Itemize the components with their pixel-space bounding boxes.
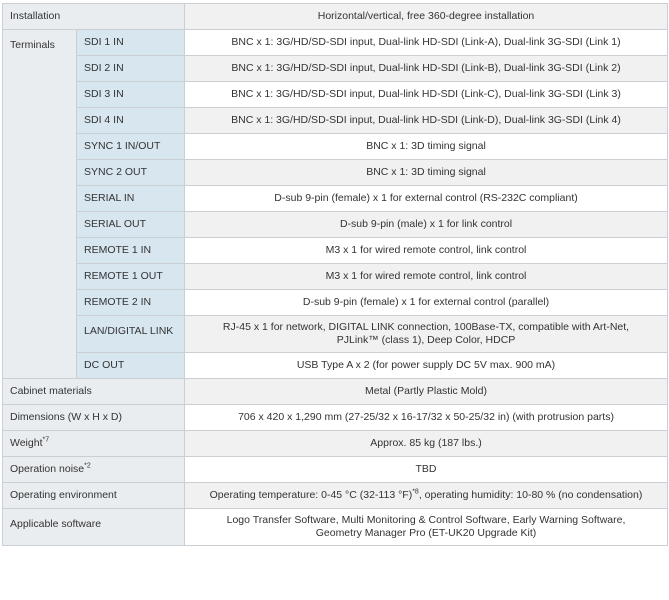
row-terminal-serial-in xyxy=(3,186,668,212)
terminal-value: BNC x 1: 3G/HD/SD-SDI input, Dual-link HD-SDI (Link-A), Dual-link 3G-SDI (Link 1) xyxy=(185,30,668,56)
terminal-value: M3 x 1 for wired remote control, link control xyxy=(185,238,668,264)
lan-value-line2: PJLink™ (class 1), Deep Color, HDCP xyxy=(336,334,516,346)
row-dimensions xyxy=(3,405,668,431)
value-weight: Approx. 85 kg (187 lbs.) xyxy=(185,431,668,457)
row-terminal-remote1-in xyxy=(3,238,668,264)
row-terminal-remote1-out xyxy=(3,264,668,290)
row-terminal-sdi2 xyxy=(3,56,668,82)
environment-temp: Operating temperature: 0-45 °C (32-113 °F) xyxy=(209,489,413,501)
terminal-name: LAN/DIGITAL LINK xyxy=(77,316,185,353)
terminal-name: SERIAL OUT xyxy=(77,212,185,238)
noise-footnote: *2 xyxy=(84,462,91,470)
noise-label-text: Operation noise xyxy=(10,463,85,475)
terminal-value: BNC x 1: 3D timing signal xyxy=(185,134,668,160)
row-terminal-sdi4 xyxy=(3,108,668,134)
label-installation: Installation xyxy=(3,4,185,30)
row-terminal-sync2 xyxy=(3,160,668,186)
terminal-name: SDI 2 IN xyxy=(77,56,185,82)
terminal-value: D-sub 9-pin (female) x 1 for external control (RS-232C compliant) xyxy=(185,186,668,212)
terminal-name: SDI 3 IN xyxy=(77,82,185,108)
row-terminal-sync1 xyxy=(3,134,668,160)
terminal-name: SYNC 2 OUT xyxy=(77,160,185,186)
terminal-value: BNC x 1: 3D timing signal xyxy=(185,160,668,186)
weight-label-text: Weight xyxy=(10,437,43,449)
terminal-value: BNC x 1: 3G/HD/SD-SDI input, Dual-link HD-SDI (Link-B), Dual-link 3G-SDI (Link 2) xyxy=(185,56,668,82)
terminal-name: REMOTE 1 OUT xyxy=(77,264,185,290)
row-installation xyxy=(3,4,668,30)
row-terminal-sdi3 xyxy=(3,82,668,108)
row-terminal-dc-out xyxy=(3,353,668,379)
weight-footnote: *7 xyxy=(42,436,50,444)
label-environment: Operating environment xyxy=(3,483,185,509)
terminal-value: D-sub 9-pin (male) x 1 for link control xyxy=(185,212,668,238)
row-noise xyxy=(3,457,668,483)
value-dimensions: 706 x 420 x 1,290 mm (27-25/32 x 16-17/32 x 50-25/32 in) (with protrusion parts) xyxy=(185,405,668,431)
row-environment xyxy=(3,483,668,509)
lan-value-line1: RJ-45 x 1 for network, DIGITAL LINK connection, 100Base-TX, compatible with Art-Net, xyxy=(222,321,630,333)
label-terminals: Terminals xyxy=(3,30,77,379)
label-dimensions: Dimensions (W x H x D) xyxy=(3,405,185,431)
terminal-value: M3 x 1 for wired remote control, link control xyxy=(185,264,668,290)
terminal-name: SDI 1 IN xyxy=(77,30,185,56)
terminal-value: D-sub 9-pin (female) x 1 for external control (parallel) xyxy=(185,290,668,316)
software-line2: Geometry Manager Pro (ET-UK20 Upgrade Kit) xyxy=(315,527,537,539)
label-software: Applicable software xyxy=(3,509,185,546)
terminal-value: BNC x 1: 3G/HD/SD-SDI input, Dual-link HD-SDI (Link-C), Dual-link 3G-SDI (Link 3) xyxy=(185,82,668,108)
environment-footnote: *8 xyxy=(412,488,419,496)
terminal-value xyxy=(185,316,668,353)
terminal-name: DC OUT xyxy=(77,353,185,379)
label-cabinet: Cabinet materials xyxy=(3,379,185,405)
row-terminal-serial-out xyxy=(3,212,668,238)
row-terminal-lan xyxy=(3,316,668,353)
value-environment xyxy=(185,483,668,509)
software-line1: Logo Transfer Software, Multi Monitoring & Control Software, Early Warning Software, xyxy=(226,514,626,526)
terminal-name: SERIAL IN xyxy=(77,186,185,212)
label-noise xyxy=(3,457,185,483)
terminal-value: BNC x 1: 3G/HD/SD-SDI input, Dual-link HD-SDI (Link-D), Dual-link 3G-SDI (Link 4) xyxy=(185,108,668,134)
value-cabinet: Metal (Partly Plastic Mold) xyxy=(185,379,668,405)
terminal-name: REMOTE 2 IN xyxy=(77,290,185,316)
value-installation: Horizontal/vertical, free 360-degree installation xyxy=(185,4,668,30)
row-terminal-remote2-in xyxy=(3,290,668,316)
row-terminal-sdi1 xyxy=(3,30,668,56)
terminal-name: SDI 4 IN xyxy=(77,108,185,134)
row-software xyxy=(3,509,668,546)
terminal-name: REMOTE 1 IN xyxy=(77,238,185,264)
label-weight xyxy=(3,431,185,457)
spec-table xyxy=(2,3,668,546)
value-noise: TBD xyxy=(185,457,668,483)
environment-humidity: , operating humidity: 10-80 % (no condensation) xyxy=(418,489,643,501)
terminal-value: USB Type A x 2 (for power supply DC 5V max. 900 mA) xyxy=(185,353,668,379)
terminal-name: SYNC 1 IN/OUT xyxy=(77,134,185,160)
row-cabinet xyxy=(3,379,668,405)
value-software xyxy=(185,509,668,546)
row-weight xyxy=(3,431,668,457)
